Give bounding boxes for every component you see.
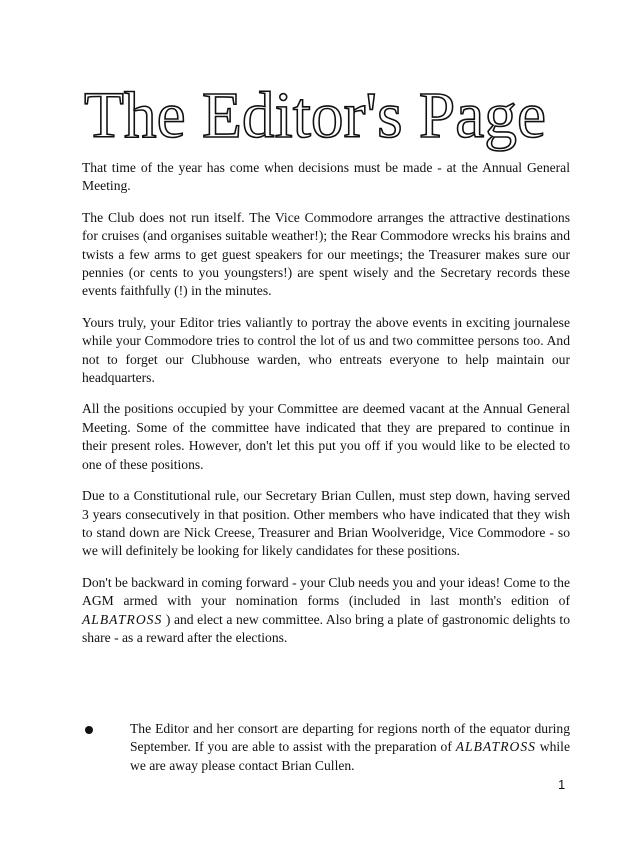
- paragraph-intro: That time of the year has come when decisions must be made - at the Annual General Meeting.: [82, 160, 570, 194]
- page-title-text: The Editor's Page: [84, 79, 546, 152]
- bullet-icon: [82, 720, 130, 775]
- article-body: [82, 159, 570, 660]
- paragraph-positions-vacant: All the positions occupied by your Committee are deemed vacant at the Annual General Meeting. Some of the committee have indicated that they are prepared to continue in their present roles. However, don't let this put you off if you would like to be elected to one of these positions.: [82, 401, 570, 472]
- publication-name: ALBATROSS: [82, 611, 163, 627]
- paragraph-editor: Yours truly, your Editor tries valiantly to portray the above events in exciting journalese while your Commodore tries to control the lot of us and two committee persons too. And not to forget our Clubhouse warden, who entreats everyone to help maintain our headquarters.: [82, 314, 570, 386]
- page-title-graphic: [82, 74, 552, 164]
- bullet-text-2: while we are away please contact Brian Cullen.: [130, 739, 570, 773]
- paragraph-stepping-down: Due to a Constitutional rule, our Secretary Brian Cullen, must step down, having served 3 years consecutively in that position. Other members who have indicated that they wish to stand down are Nick Creese, Treasurer and Brian Woolveridge, Vice Commodore - so we will definitely be looking for likely candidates for these positions.: [82, 488, 570, 559]
- bullet-item: [82, 720, 570, 775]
- agm-call-text-2: ) and elect a new committee. Also bring a plate of gastronomic delights to share - as a reward after the elections.: [82, 611, 570, 645]
- page-title: [82, 74, 552, 164]
- bullet-publication-name: ALBATROSS: [455, 739, 536, 755]
- paragraph-club-roles: The Club does not run itself. The Vice Commodore arranges the attractive destinations for cruises (and organises suitable weather!); the Rear Commodore wrecks his brains and twists a few arms to get guest speakers for our meetings; the Treasurer makes sure our pennies (or cents to you youngsters!) are spent wisely and the Secretary records these events faithfully (!) in the minutes.: [82, 209, 570, 299]
- bullet-text-1: The Editor and her consort are departing for regions north of the equator during September. If you are able to assist with the preparation of: [130, 721, 570, 755]
- page-number: 1: [558, 777, 566, 792]
- agm-call-text-1: Don't be backward in coming forward - your Club needs you and your ideas! Come to the AGM armed with your nomination forms (included in last month's edition of: [82, 574, 570, 609]
- paragraph-agm-call: [82, 574, 570, 648]
- bullet-text: [130, 720, 570, 775]
